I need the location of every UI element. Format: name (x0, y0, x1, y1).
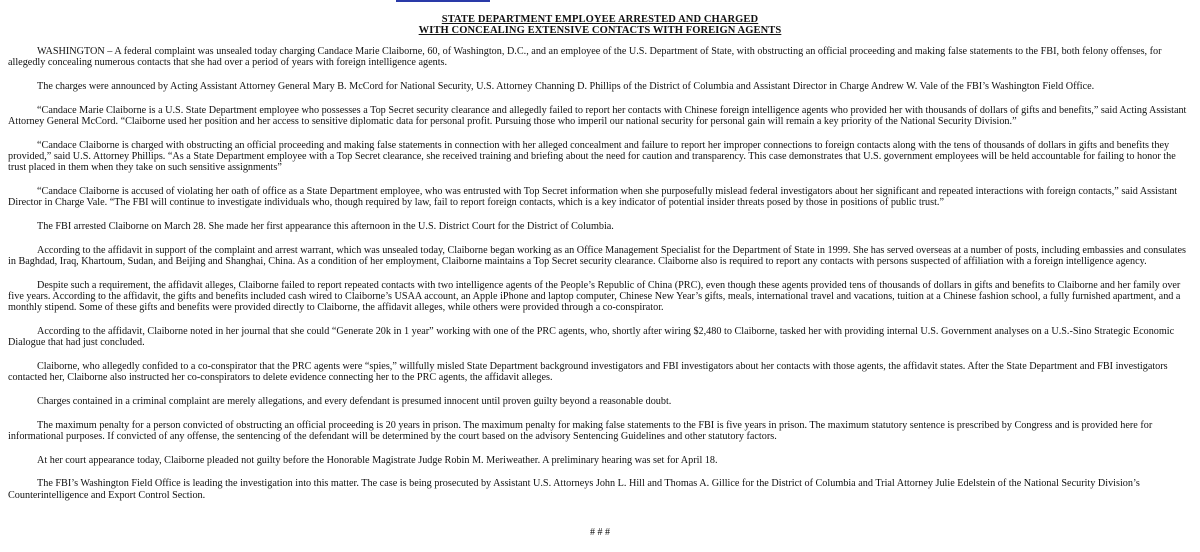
paragraph-investigation: The FBI’s Washington Field Office is leading the investigation into this matter. The case is being prosecuted by Assistant U.S. Attorneys John L. Hill and Thomas A. Gillice for the District of Columbia and Trial Attorney Julie Edelstein of the National Security Division’s Counterintelligence and Export Control Section. (8, 478, 1140, 501)
paragraph-vale-quote: “Candace Claiborne is accused of violating her oath of office as a State Department employee, who was entrusted with Top Secret information when she purposefully mislead federal investigators about her significant and repeated interactions with foreign contacts,” said Assistant Director in Charge Vale. “The FBI will continue to investigate individuals who, though required by law, fail to report foreign contacts, which is a key indicator of potential insider threats posed by those in positions of public trust.” (8, 186, 1178, 209)
paragraph-gifts: Despite such a requirement, the affidavit alleges, Claiborne failed to report repeated contacts with two intelligence agents of the People’s Republic of China (PRC), even though these agents provided tens of thousands of dollars in gifts and benefits to Claiborne and her family over five years. According to the affidavit, the gifts and benefits included cash wired to Claiborne’s USAA account, an Apple iPhone and laptop computer, Chinese New Year’s gifts, meals, international travel and vacations, tuition at a Chinese fashion school, a fully furnished apartment, and a monthly stipend. Some of these gifts and benefits were provided directly to Claiborne, the affidavit alleges, while others were provided through a co-conspirator. (8, 279, 1181, 314)
paragraph-phillips-quote: “Candace Claiborne is charged with obstructing an official proceeding and making false statements in connection with her alleged concealment and failure to report her improper connections to foreign contacts along with the tens of thousands of dollars in gifts and benefits they provided,” said U.S. Attorney Phillips. “As a State Department employee with a Top Secret clearance, she received training and briefing about the need for caution and transparency. This case demonstrates that U.S. government employees will be held accountable for failing to honor the trust placed in them when they take on such sensitive assignments” (8, 139, 1176, 174)
paragraph-affidavit-background: According to the affidavit in support of the complaint and arrest warrant, which was unsealed today, Claiborne began working as an Office Management Specialist for the Department of State in 1999. She has served overseas at a number of posts, including embassies and consulates in Baghdad, Iraq, Khartoum, Sudan, and Beijing and Shanghai, China. As a condition of her employment, Claiborne maintains a Top Secret security clearance. Claiborne also is required to report any contacts with persons suspected of affiliation with a foreign intelligence agency. (8, 244, 1186, 267)
paragraph-mccord-quote: “Candace Marie Claiborne is a U.S. State Department employee who possesses a Top Secret security clearance and allegedly failed to report her contacts with Chinese foreign intelligence agents who provided her with thousands of dollars of gifts and benefits,” said Acting Assistant Attorney General McCord. “Claiborne used her position and her access to sensitive diplomatic data for personal profit. Pursuing those who imperil our national security for personal gain will remain a key priority of the National Security Division.” (8, 104, 1187, 127)
headline-line-2: WITH CONCEALING EXTENSIVE CONTACTS WITH FOREIGN AGENTS (418, 25, 782, 36)
paragraph-misled: Claiborne, who allegedly confided to a co-conspirator that the PRC agents were “spies,” willfully misled State Department background investigators and FBI investigators about her contacts with those agents, the affidavit states. After the State Department and FBI investigators contacted her, Claiborne also instructed her co-conspirators to delete evidence connecting her to the PRC agents, the affidavit alleges. (8, 361, 1168, 384)
headline-line-1: STATE DEPARTMENT EMPLOYEE ARRESTED AND CHARGED (441, 14, 759, 25)
top-link-underline (396, 0, 490, 2)
press-release-body (8, 46, 1192, 513)
end-of-release-mark: # # # (590, 527, 610, 538)
paragraph-court-appearance: At her court appearance today, Claiborne pleaded not guilty before the Honorable Magistrate Judge Robin M. Meriweather. A preliminary hearing was set for April 18. (37, 454, 718, 466)
paragraph-arrest: The FBI arrested Claiborne on March 28. She made her first appearance this afternoon in the U.S. District Court for the District of Columbia. (37, 221, 614, 232)
press-release-headline (0, 14, 1200, 36)
paragraph-dateline: WASHINGTON – A federal complaint was unsealed today charging Candace Marie Claiborne, 60, of Washington, D.C., and an employee of the U.S. Department of State, with obstructing an official proceeding and making false statements to the FBI, both felony offenses, for allegedly concealing numerous contacts that she had over a period of years with foreign intelligence agents. (8, 46, 1162, 69)
paragraph-penalties: The maximum penalty for a person convicted of obstructing an official proceeding is 20 years in prison. The maximum penalty for making false statements to the FBI is five years in prison. The maximum statutory sentence is prescribed by Congress and is provided here for informational purposes. If convicted of any offense, the sentencing of the defendant will be determined by the court based on the advisory Sentencing Guidelines and other statutory factors. (8, 419, 1153, 442)
paragraph-allegations-disclaimer: Charges contained in a criminal complaint are merely allegations, and every defendant is presumed innocent until proven guilty beyond a reasonable doubt. (37, 396, 672, 407)
paragraph-announcement: The charges were announced by Acting Assistant Attorney General Mary B. McCord for National Security, U.S. Attorney Channing D. Phillips of the District of Columbia and Assistant Director in Charge Andrew W. Vale of the FBI’s Washington Field Office. (37, 81, 1095, 92)
paragraph-journal: According to the affidavit, Claiborne noted in her journal that she could “Generate 20k in 1 year” working with one of the PRC agents, who, shortly after wiring $2,480 to Claiborne, tasked her with providing internal U.S. Government analyses on a U.S.-Sino Strategic Economic Dialogue that had just concluded. (8, 326, 1175, 349)
